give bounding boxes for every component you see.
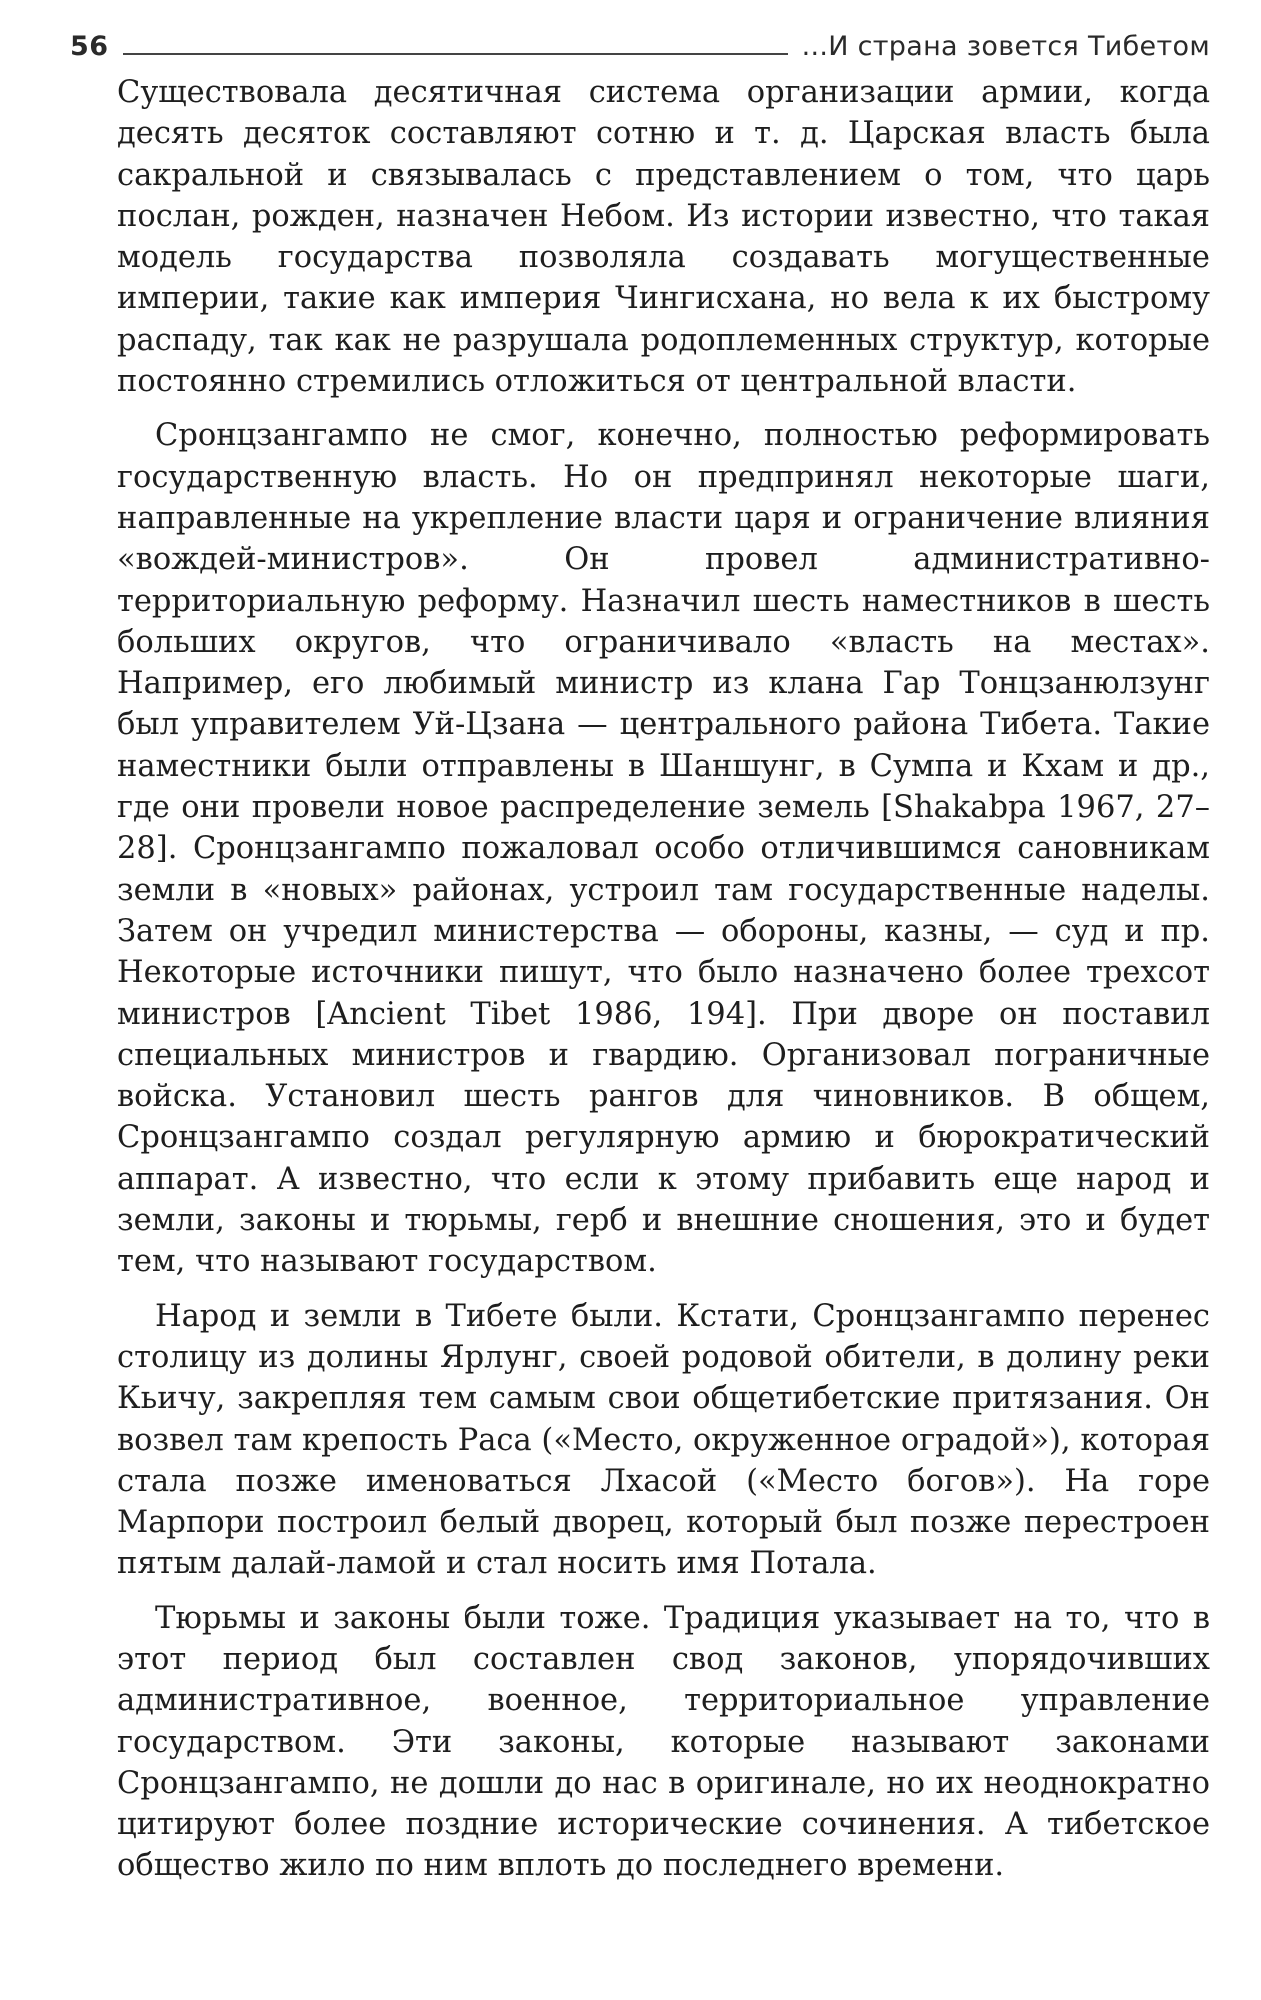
- paragraph-4: Тюрьмы и законы были тоже. Традиция указывает на то, что в этот период был составлен свод законов, упорядочивших административное, военное, территориальное управление государством. Эти законы, которые называют законами Сронцзангампо, не дошли до нас в оригинале, но их неоднократно цитируют более поздние исторические сочинения. А тибетское общество жило по ним вплоть до последнего времени.: [117, 1600, 1210, 1884]
- page-number: 56: [70, 31, 109, 62]
- running-title: ...И страна зовется Тибетом: [801, 31, 1210, 62]
- body-text: [117, 72, 1210, 1900]
- header-rule: [123, 53, 788, 55]
- paragraph-3: Народ и земли в Тибете были. Кстати, Сронцзангампо перенес столицу из долины Ярлунг, своей родовой обители, в долину реки Кьичу, закрепляя тем самым свои общетибетские притязания. Он возвел там крепость Раса («Место, окруженное оградой»), которая стала позже именоваться Лхасой («Место богов»). На горе Марпори построил белый дворец, который был позже перестроен пятым далай-ламой и стал носить имя Потала.: [117, 1298, 1210, 1582]
- paragraph-2: Сронцзангампо не смог, конечно, полностью реформировать государственную власть. Но он предпринял некоторые шаги, направленные на укрепление власти царя и ограничение влияния «вождей-министров». Он провел административно-территориальную реформу. Назначил шесть наместников в шесть больших округов, что ограничивало «власть на местах». Например, его любимый министр из клана Гар Тонцзанюлзунг был управителем Уй-Цзана — центрального района Тибета. Такие наместники были отправлены в Шаншунг, в Сумпа и Кхам и др., где они провели новое распределение земель [Shakabpa 1967, 27–28]. Сронцзангампо пожаловал особо отличившимся сановникам земли в «новых» районах, устроил там государственные наделы. Затем он учредил министерства — обороны, казны, — суд и пр. Некоторые источники пишут, что было назначено более трехсот министров [Ancient Tibet 1986, 194]. При дворе он поставил специальных министров и гвардию. Организовал пограничные войска. Установил шесть рангов для чиновников. В общем, Сронцзангампо создал регулярную армию и бюрократический аппарат. А известно, что если к этому прибавить еще народ и земли, законы и тюрьмы, герб и внешние сношения, это и будет тем, что называют государством.: [117, 418, 1210, 1280]
- paragraph-1: Существовала десятичная система организации армии, когда десять десяток составляют сотню и т. д. Царская власть была сакральной и связывалась с представлением о том, что царь послан, рожден, назначен Небом. Из истории известно, что такая модель государства позволяла создавать могущественные империи, такие как империя Чингисхана, но вела к их быстрому распаду, так как не разрушала родоплеменных структур, которые постоянно стремились отложиться от центральной власти.: [117, 75, 1210, 400]
- running-header: [70, 22, 1210, 62]
